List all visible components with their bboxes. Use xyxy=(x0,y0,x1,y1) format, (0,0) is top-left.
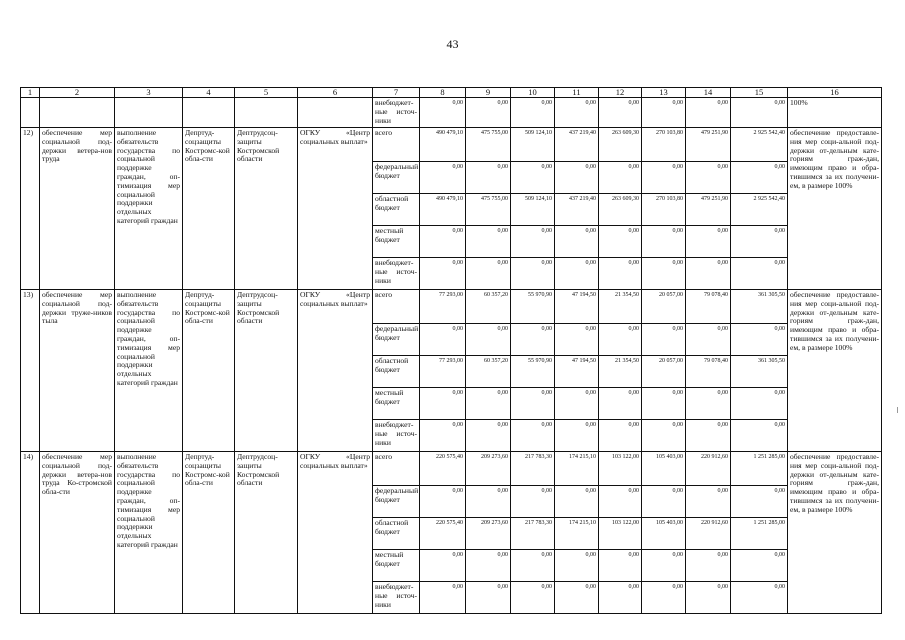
funding-source: областной бюджет xyxy=(373,356,420,388)
value-cell: 0,00 xyxy=(642,162,686,194)
funding-source: местный бюджет xyxy=(373,226,420,258)
value-cell: 490 479,10 xyxy=(420,128,466,162)
value-cell: 0,00 xyxy=(686,324,731,356)
value-cell: 217 783,30 xyxy=(511,452,555,486)
value-cell: 0,00 xyxy=(731,388,788,420)
value-cell: 0,00 xyxy=(466,486,511,518)
value-cell: 479 251,90 xyxy=(686,194,731,226)
value-cell: 509 124,10 xyxy=(511,194,555,226)
col-header: 3 xyxy=(115,88,183,98)
value-cell: 0,00 xyxy=(599,582,642,614)
value-cell: 0,00 xyxy=(686,486,731,518)
program-measures-table xyxy=(20,87,882,614)
empty-cell xyxy=(21,98,40,128)
value-cell: 0,00 xyxy=(420,582,466,614)
empty-cell xyxy=(183,98,235,128)
value-cell: 0,00 xyxy=(599,162,642,194)
value-cell: 0,00 xyxy=(686,420,731,452)
value-cell: 105 403,00 xyxy=(642,452,686,486)
measure-number: 12) xyxy=(21,128,40,290)
value-cell: 20 057,00 xyxy=(642,356,686,388)
value-cell: 174 215,10 xyxy=(555,518,599,550)
participant: ОГКУ «Центр социальных выплат» xyxy=(298,128,373,290)
value-cell: 55 970,90 xyxy=(511,290,555,324)
value-cell: 361 305,50 xyxy=(731,290,788,324)
measure-number: 13) xyxy=(21,290,40,452)
value-cell: 0,00 xyxy=(731,226,788,258)
table-body xyxy=(21,88,882,614)
value-cell: 0,00 xyxy=(466,388,511,420)
value-cell: 0,00 xyxy=(511,226,555,258)
value-cell: 0,00 xyxy=(466,550,511,582)
funding-source: местный бюджет xyxy=(373,388,420,420)
value-cell: 47 194,50 xyxy=(555,356,599,388)
value-cell: 220 912,60 xyxy=(686,452,731,486)
col-header: 1 xyxy=(21,88,40,98)
measure-task: выполнение обязательств государства по социальной поддержке граждан, оп-тимизация мер социальной поддержки отдельных категорий граждан xyxy=(115,452,183,614)
value-cell: 0,00 xyxy=(599,486,642,518)
responsible-executor: Депртуд-соцзащиты Костромс-кой обла-сти xyxy=(183,290,235,452)
value-cell: 0,00 xyxy=(642,258,686,290)
value-cell: 0,00 xyxy=(420,486,466,518)
col-header: 9 xyxy=(466,88,511,98)
value-cell: 0,00 xyxy=(466,258,511,290)
value-cell: 361 305,50 xyxy=(731,356,788,388)
col-header: 14 xyxy=(686,88,731,98)
value-cell: 103 122,00 xyxy=(599,518,642,550)
value-cell: 0,00 xyxy=(731,420,788,452)
value-cell: 0,00 xyxy=(686,388,731,420)
coexecutor: Дептрудсоц-защиты Костромской области xyxy=(235,452,298,614)
participant: ОГКУ «Центр социальных выплат» xyxy=(298,452,373,614)
col-header: 8 xyxy=(420,88,466,98)
value-cell: 0,00 xyxy=(642,420,686,452)
measure-row xyxy=(21,290,882,324)
funding-source: федеральный бюджет xyxy=(373,324,420,356)
value-cell: 0,00 xyxy=(420,420,466,452)
funding-source: областной бюджет xyxy=(373,518,420,550)
value-cell: 509 124,10 xyxy=(511,128,555,162)
expected-result: обеспечение предоставле-ния мер соци-альной под-держки от-дельным кате-гориям граж-дан, имеющим право и обра-тившимся за их получени-ем, в размере 100% xyxy=(788,452,882,614)
value-cell: 0,00 xyxy=(599,420,642,452)
value-cell: 0,00 xyxy=(555,162,599,194)
funding-source: всего xyxy=(373,452,420,486)
value-cell: 2 925 542,40 xyxy=(731,194,788,226)
value-cell: 55 970,90 xyxy=(511,356,555,388)
value-cell: 0,00 xyxy=(599,324,642,356)
value-cell: 0,00 xyxy=(555,486,599,518)
scan-mark xyxy=(897,407,898,413)
value-cell: 0,00 xyxy=(466,420,511,452)
value-cell: 0,00 xyxy=(599,98,642,128)
funding-source: областной бюджет xyxy=(373,194,420,226)
value-cell: 0,00 xyxy=(511,98,555,128)
measure-row xyxy=(21,128,882,162)
value-cell: 21 354,50 xyxy=(599,356,642,388)
value-cell: 0,00 xyxy=(420,550,466,582)
column-number-row xyxy=(21,88,882,98)
value-cell: 1 251 285,00 xyxy=(731,518,788,550)
value-cell: 270 103,80 xyxy=(642,194,686,226)
measure-task: выполнение обязательств государства по социальной поддержке граждан, оп-тимизация мер социальной поддержки отдельных категорий граждан xyxy=(115,290,183,452)
value-cell: 217 783,30 xyxy=(511,518,555,550)
value-cell: 437 219,40 xyxy=(555,128,599,162)
value-cell: 263 609,30 xyxy=(599,128,642,162)
page-number: 43 xyxy=(446,37,459,51)
value-cell: 0,00 xyxy=(466,162,511,194)
value-cell: 0,00 xyxy=(686,98,731,128)
value-cell: 0,00 xyxy=(555,98,599,128)
funding-source: федеральный бюджет xyxy=(373,162,420,194)
value-cell: 0,00 xyxy=(511,388,555,420)
responsible-executor: Депртуд-соцзащиты Костромс-кой обла-сти xyxy=(183,452,235,614)
measure-name: обеспечение мер социальной под-держки труже-ников тыла xyxy=(40,290,115,452)
value-cell: 0,00 xyxy=(731,98,788,128)
value-cell: 0,00 xyxy=(555,420,599,452)
empty-cell xyxy=(298,98,373,128)
value-cell: 0,00 xyxy=(642,324,686,356)
value-cell: 0,00 xyxy=(511,324,555,356)
value-cell: 0,00 xyxy=(466,226,511,258)
value-cell: 475 755,00 xyxy=(466,194,511,226)
value-cell: 0,00 xyxy=(555,550,599,582)
value-cell: 475 755,00 xyxy=(466,128,511,162)
value-cell: 490 479,10 xyxy=(420,194,466,226)
value-cell: 0,00 xyxy=(420,388,466,420)
value-cell: 0,00 xyxy=(731,550,788,582)
value-cell: 20 057,00 xyxy=(642,290,686,324)
coexecutor: Дептрудсоц-защиты Костромской области xyxy=(235,128,298,290)
measure-task: выполнение обязательств государства по социальной поддержке граждан, оп-тимизация мер социальной поддержки отдельных категорий граждан xyxy=(115,128,183,290)
empty-cell xyxy=(115,98,183,128)
col-header: 4 xyxy=(183,88,235,98)
value-cell: 0,00 xyxy=(642,388,686,420)
value-cell: 0,00 xyxy=(642,486,686,518)
value-cell: 220 575,40 xyxy=(420,518,466,550)
value-cell: 0,00 xyxy=(731,258,788,290)
funding-source: всего xyxy=(373,128,420,162)
col-header: 6 xyxy=(298,88,373,98)
col-header: 16 xyxy=(788,88,882,98)
value-cell: 2 925 542,40 xyxy=(731,128,788,162)
value-cell: 103 122,00 xyxy=(599,452,642,486)
col-header: 12 xyxy=(599,88,642,98)
measure-name: обеспечение мер социальной под-держки ветера-нов труда xyxy=(40,128,115,290)
value-cell: 0,00 xyxy=(642,582,686,614)
empty-cell xyxy=(235,98,298,128)
responsible-executor: Депртуд-соцзащиты Костромс-кой обла-сти xyxy=(183,128,235,290)
funding-source: внебюджет-ные источ-ники xyxy=(373,258,420,290)
value-cell: 0,00 xyxy=(555,324,599,356)
value-cell: 0,00 xyxy=(686,162,731,194)
value-cell: 0,00 xyxy=(511,486,555,518)
value-cell: 270 103,80 xyxy=(642,128,686,162)
value-cell: 0,00 xyxy=(642,550,686,582)
col-header: 13 xyxy=(642,88,686,98)
col-header: 5 xyxy=(235,88,298,98)
col-header: 11 xyxy=(555,88,599,98)
value-cell: 60 357,20 xyxy=(466,356,511,388)
value-cell: 0,00 xyxy=(686,258,731,290)
value-cell: 0,00 xyxy=(555,388,599,420)
funding-source: местный бюджет xyxy=(373,550,420,582)
value-cell: 0,00 xyxy=(686,550,731,582)
value-cell: 0,00 xyxy=(420,258,466,290)
value-cell: 0,00 xyxy=(642,226,686,258)
col-header: 7 xyxy=(373,88,420,98)
value-cell: 0,00 xyxy=(420,324,466,356)
measure-name: обеспечение мер социальной под-держки ветера-нов труда Ко-стромской обла-сти xyxy=(40,452,115,614)
value-cell: 209 273,60 xyxy=(466,452,511,486)
value-cell: 0,00 xyxy=(420,98,466,128)
value-cell: 0,00 xyxy=(731,582,788,614)
value-cell: 60 357,20 xyxy=(466,290,511,324)
participant: ОГКУ «Центр социальных выплат» xyxy=(298,290,373,452)
measure-number: 14) xyxy=(21,452,40,614)
value-cell: 0,00 xyxy=(420,162,466,194)
value-cell: 105 403,00 xyxy=(642,518,686,550)
value-cell: 209 273,60 xyxy=(466,518,511,550)
value-cell: 0,00 xyxy=(686,226,731,258)
value-cell: 220 912,60 xyxy=(686,518,731,550)
value-cell: 0,00 xyxy=(466,582,511,614)
value-cell: 0,00 xyxy=(466,98,511,128)
value-cell: 79 078,40 xyxy=(686,290,731,324)
col-header: 10 xyxy=(511,88,555,98)
value-cell: 77 293,00 xyxy=(420,356,466,388)
value-cell: 0,00 xyxy=(555,226,599,258)
measure-row xyxy=(21,452,882,486)
value-cell: 47 194,50 xyxy=(555,290,599,324)
value-cell: 0,00 xyxy=(731,162,788,194)
value-cell: 0,00 xyxy=(599,388,642,420)
result-cell: 100% xyxy=(788,98,882,128)
expected-result: обеспечение предоставле-ния мер соци-альной под-держки от-дельным кате-гориям граж-дан, имеющим право и обра-тившимся за их получени-ем, в размере 100% xyxy=(788,290,882,452)
value-cell: 0,00 xyxy=(599,258,642,290)
empty-cell xyxy=(40,98,115,128)
value-cell: 0,00 xyxy=(511,420,555,452)
value-cell: 0,00 xyxy=(686,582,731,614)
value-cell: 0,00 xyxy=(731,324,788,356)
continuation-row xyxy=(21,98,882,128)
col-header: 2 xyxy=(40,88,115,98)
value-cell: 0,00 xyxy=(599,226,642,258)
value-cell: 174 215,10 xyxy=(555,452,599,486)
coexecutor: Дептрудсоц-защиты Костромской области xyxy=(235,290,298,452)
funding-source: внебюджет-ные источ-ники xyxy=(373,98,420,128)
value-cell: 79 078,40 xyxy=(686,356,731,388)
funding-source: федеральный бюджет xyxy=(373,486,420,518)
col-header: 15 xyxy=(731,88,788,98)
value-cell: 220 575,40 xyxy=(420,452,466,486)
value-cell: 1 251 285,00 xyxy=(731,452,788,486)
value-cell: 263 609,30 xyxy=(599,194,642,226)
value-cell: 437 219,40 xyxy=(555,194,599,226)
value-cell: 0,00 xyxy=(420,226,466,258)
value-cell: 0,00 xyxy=(731,486,788,518)
funding-source: внебюджет-ные источ-ники xyxy=(373,420,420,452)
funding-source: внебюджет-ные источ-ники xyxy=(373,582,420,614)
value-cell: 0,00 xyxy=(555,258,599,290)
value-cell: 0,00 xyxy=(511,582,555,614)
value-cell: 0,00 xyxy=(466,324,511,356)
funding-source: всего xyxy=(373,290,420,324)
value-cell: 0,00 xyxy=(511,550,555,582)
value-cell: 0,00 xyxy=(642,98,686,128)
value-cell: 0,00 xyxy=(511,258,555,290)
value-cell: 0,00 xyxy=(511,162,555,194)
value-cell: 0,00 xyxy=(555,582,599,614)
value-cell: 21 354,50 xyxy=(599,290,642,324)
value-cell: 0,00 xyxy=(599,550,642,582)
value-cell: 77 293,00 xyxy=(420,290,466,324)
expected-result: обеспечение предоставле-ния мер соци-альной под-держки от-дельным кате-гориям граж-дан, имеющим право и обра-тившимся за их получени-ем, в размере 100% xyxy=(788,128,882,290)
value-cell: 479 251,90 xyxy=(686,128,731,162)
